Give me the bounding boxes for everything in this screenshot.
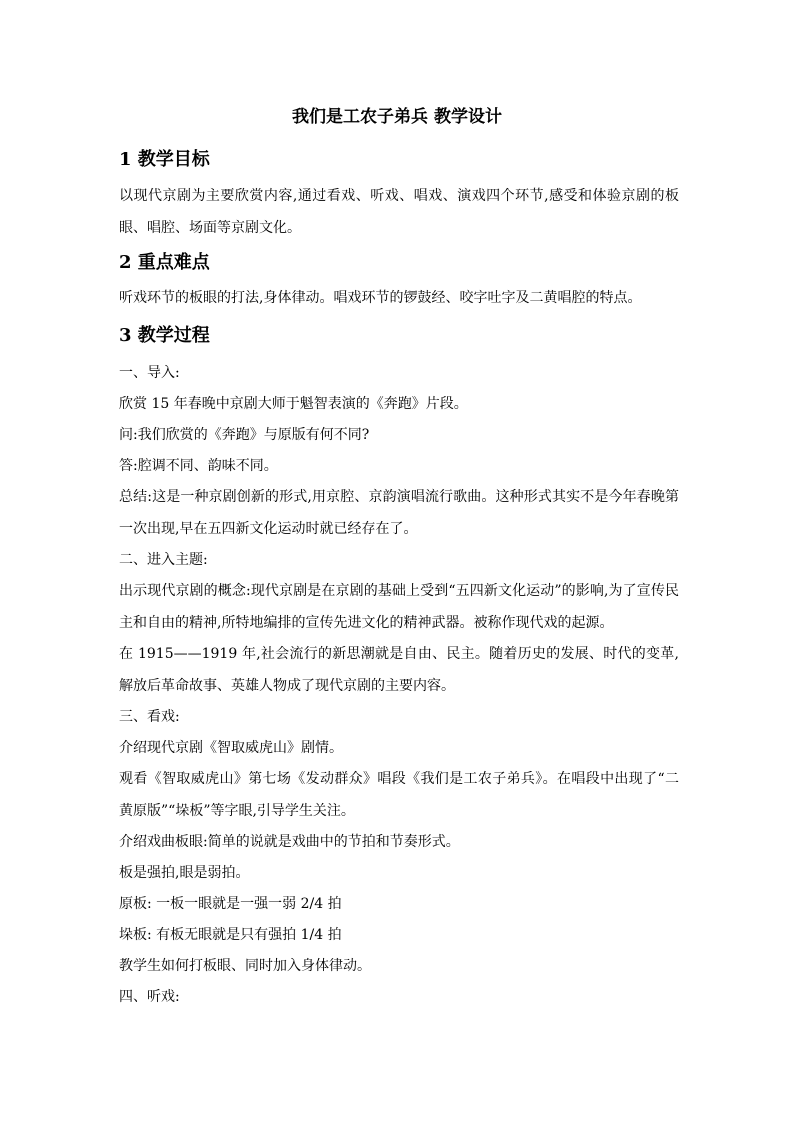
process-paragraph: 垛板: 有板无眼就是只有强拍 1/4 拍 xyxy=(119,927,342,943)
document-title: 我们是工农子弟兵 教学设计 xyxy=(292,107,502,127)
process-step-watch-heading: 三、看戏: xyxy=(119,709,180,725)
process-paragraph: 观看《智取威虎山》第七场《发动群众》唱段《我们是工农子弟兵》。在唱段中出现了“二黄原版”“垛板”等字眼,引导学生关注。 xyxy=(119,771,679,819)
process-paragraph: 教学生如何打板眼、同时加入身体律动。 xyxy=(119,958,371,974)
process-paragraph: 问:我们欣赏的《奔跑》与原版有何不同? xyxy=(119,427,370,443)
section-heading-process: 3 教学过程 xyxy=(119,325,210,346)
process-paragraph: 原板: 一板一眼就是一强一弱 2/4 拍 xyxy=(119,896,342,912)
process-paragraph: 介绍戏曲板眼:简单的说就是戏曲中的节拍和节奏形式。 xyxy=(119,834,460,850)
process-step-intro-heading: 一、导入: xyxy=(119,365,180,381)
process-paragraph: 总结:这是一种京剧创新的形式,用京腔、京韵演唱流行歌曲。这种形式其实不是今年春晚第一次出现,早在五四新文化运动时就已经存在了。 xyxy=(119,489,679,537)
process-paragraph: 介绍现代京剧《智取威虎山》剧情。 xyxy=(119,740,343,756)
process-step-listen-heading: 四、听戏: xyxy=(119,989,180,1005)
section-heading-objectives: 1 教学目标 xyxy=(119,149,210,170)
process-paragraph: 板是强拍,眼是弱拍。 xyxy=(119,865,250,881)
process-step-theme-heading: 二、进入主题: xyxy=(119,552,208,568)
objective-paragraph: 以现代京剧为主要欣赏内容,通过看戏、听戏、唱戏、演戏四个环节,感受和体验京剧的板眼、唱腔、场面等京剧文化。 xyxy=(119,188,679,236)
process-paragraph: 出示现代京剧的概念:现代京剧是在京剧的基础上受到“五四新文化运动”的影响,为了宣传民主和自由的精神,所特地编排的宣传先进文化的精神武器。被称作现代戏的起源。 xyxy=(119,583,679,631)
keypoints-paragraph: 听戏环节的板眼的打法,身体律动。唱戏环节的锣鼓经、咬字吐字及二黄唱腔的特点。 xyxy=(119,290,642,306)
section-heading-keypoints: 2 重点难点 xyxy=(119,252,210,273)
process-paragraph: 在 1915——1919 年,社会流行的新思潮就是自由、民主。随着历史的发展、时代的变革,解放后革命故事、英雄人物成了现代京剧的主要内容。 xyxy=(119,646,679,694)
process-paragraph: 欣赏 15 年春晚中京剧大师于魁智表演的《奔跑》片段。 xyxy=(119,396,468,412)
process-paragraph: 答:腔调不同、韵味不同。 xyxy=(119,458,278,474)
